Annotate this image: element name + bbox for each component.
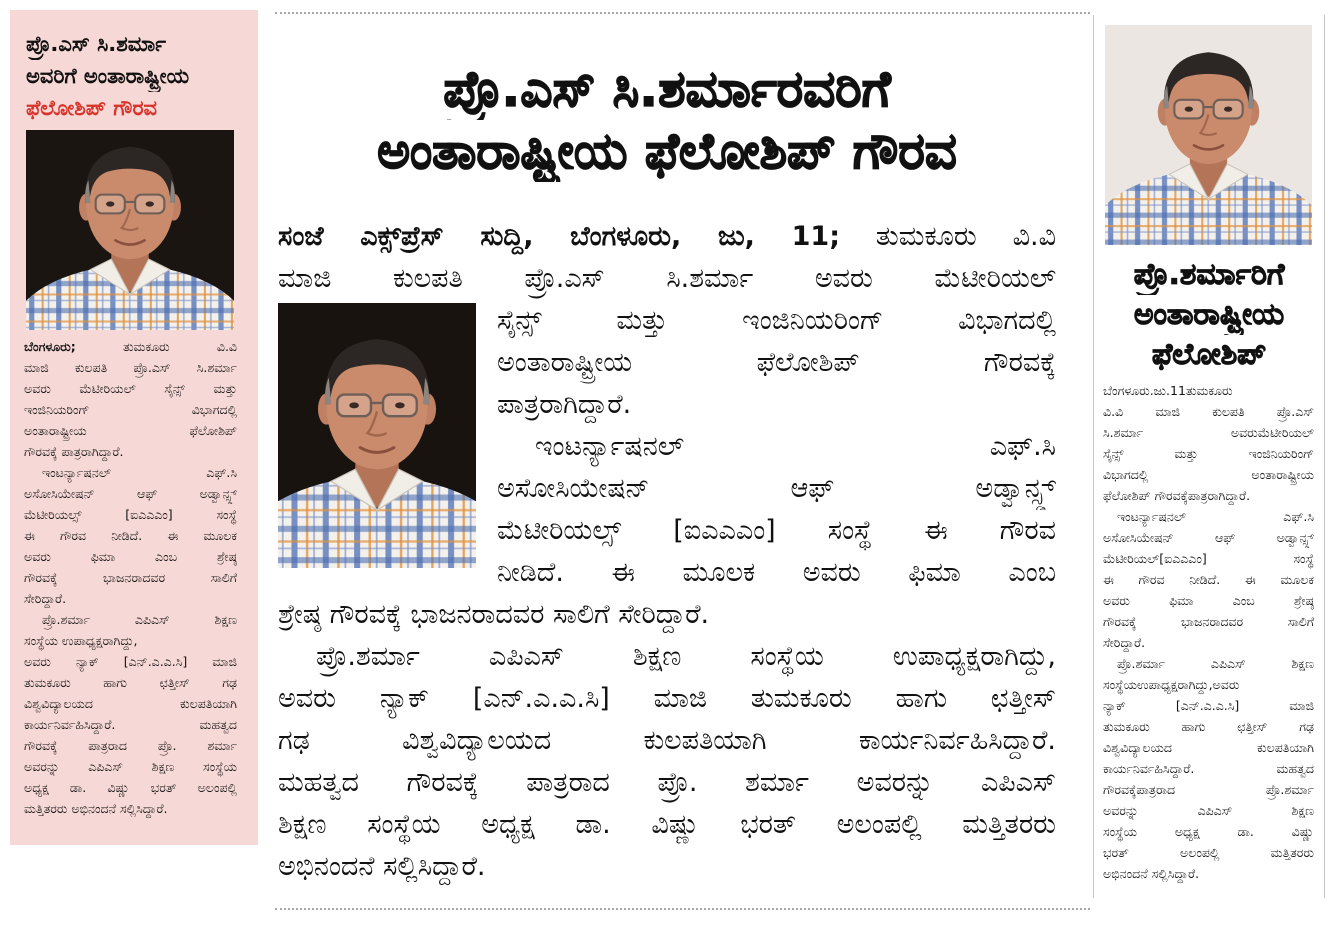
body-line-text: ತುಮಕೂರು ವಿ.ವಿ (875, 221, 1056, 252)
body-line: ಕಾರ್ಯನಿರ್ವಹಿಸಿದ್ದಾರೆ. ಮಹತ್ವದ (24, 717, 237, 732)
right-headline (1098, 255, 1320, 375)
body-line: ಅವರು ನ್ಯಾಕ್ [ಎನ್.ಎ.ಎ.ಸಿ] ಮಾಜಿ (24, 654, 237, 669)
body-line: ಅಧ್ಯಕ್ಷ ಡಾ. ವಿಷ್ಣು ಭರತ್ ಅಲಂಪಲ್ಲಿ (24, 780, 237, 795)
body-line: ಗಢ ವಿಶ್ವವಿದ್ಯಾಲಯದ ಕುಲಪತಿಯಾಗಿ ಕಾರ್ಯನಿರ್ವಹಿಸಿದ್ದಾರೆ. (278, 725, 1056, 756)
body-line: ತುಮಕೂರು ಹಾಗು ಛತ್ತೀಸ್ ಗಢ (1103, 719, 1314, 734)
body-line: ಅವರು ಮೆಟೀರಿಯಲ್ ಸೈನ್ಸ್ ಮತ್ತು (24, 381, 237, 396)
headline-highlight: ಫೆಲೋಶಿಪ್ ಗೌರವ (26, 96, 158, 120)
body-line: ಸೇರಿದ್ದಾರೆ. (24, 591, 67, 606)
body-line: ವಿ.ವಿ ಮಾಜಿ ಕುಲಪತಿ ಪ್ರೊ.ಎಸ್ (1103, 404, 1314, 419)
body-line: ಪ್ರೊ.ಶರ್ಮಾ ಎಪಿಎಸ್ ಶಿಕ್ಷಣ (1117, 656, 1314, 671)
headline-line: ಅವರಿಗೆ ಅಂತಾರಾಷ್ಟ್ರೀಯ (26, 64, 190, 88)
top-dotted-rule (275, 12, 1090, 14)
headline-line: ಪ್ರೊ.ಎಸ್ ಸಿ.ಶರ್ಮಾ (26, 32, 167, 56)
body-line: ಕಾರ್ಯನಿರ್ವಹಿಸಿದ್ದಾರೆ. ಮಹತ್ವದ (1103, 761, 1314, 776)
body-line: ಅಂತಾರಾಷ್ಟ್ರೀಯ ಫೆಲೋಶಿಪ್ ಗೌರವಕ್ಕೆ (497, 347, 1056, 378)
body-line: ಮೆಟೀರಿಯಲ್ಸ್ [ಐಎಎಎಂ] ಸಂಸ್ಥೆ (24, 507, 237, 522)
body-line: ಗೌರವಕ್ಕೆ ಭಾಜನರಾದವರ ಸಾಲಿಗೆ (1103, 614, 1314, 629)
body-line (278, 216, 1056, 258)
body-line: ಈ ಗೌರವ ನೀಡಿದೆ. ಈ ಮೂಲಕ (1103, 572, 1314, 587)
body-line: ನೀಡಿದೆ. ಈ ಮೂಲಕ ಅವರು ಫಿಮಾ ಎಂಬ (497, 557, 1056, 588)
body-line: ಬೆಂಗಳೂರು.ಜು.11ತುಮಕೂರು (1103, 383, 1233, 398)
body-line: ಇಂಜಿನಿಯರಿಂಗ್ ವಿಭಾಗದಲ್ಲಿ (24, 402, 237, 417)
body-line: ಸಂಸ್ಥೆಯಉಪಾಧ್ಯಕ್ಷರಾಗಿದ್ದು,ಅವರು (1103, 677, 1240, 692)
body-line: ತುಮಕೂರು ಹಾಗು ಛತ್ತೀಸ್ ಗಢ (24, 675, 237, 690)
body-line: ವಿಶ್ವವಿದ್ಯಾಲಯದ ಕುಲಪತಿಯಾಗಿ (24, 696, 237, 711)
left-clipping (10, 10, 258, 845)
body-line: ನ್ಯಾಕ್ [ಎನ್.ಎ.ಎ.ಸಿ] ಮಾಜಿ (1103, 698, 1314, 713)
body-line: ಮೆಟೀರಿಯಲ್ಸ್ [ಐಎಎಎಂ] ಸಂಸ್ಥೆ ಈ ಗೌರವ (497, 515, 1056, 546)
body-line: ಸೈನ್ಸ್ ಮತ್ತು ಇಂಜಿನಿಯರಿಂಗ್ ವಿಭಾಗದಲ್ಲಿ (497, 305, 1056, 336)
right-body-text (1103, 380, 1314, 884)
main-body-text (278, 216, 1056, 888)
body-line-text: ತುಮಕೂರು ವಿ.ವಿ (122, 339, 237, 354)
body-line: ಅಭಿನಂದನೆ ಸಲ್ಲಿಸಿದ್ದಾರೆ. (1103, 866, 1200, 881)
body-line: ಪ್ರೊ.ಶರ್ಮಾ ಎಪಿಎಸ್ ಶಿಕ್ಷಣ ಸಂಸ್ಥೆಯ ಉಪಾಧ್ಯಕ್ಷರಾಗಿದ್ದು, (316, 641, 1056, 672)
dateline: ಬೆಂಗಳೂರು; (24, 339, 76, 354)
body-line: ಮಾಜಿ ಕುಲಪತಿ ಪ್ರೊ.ಎಸ್ ಸಿ.ಶರ್ಮಾ ಅವರು ಮೆಟೀರಿಯಲ್ (278, 263, 1056, 294)
main-headline (278, 58, 1056, 182)
dateline: ಸಂಜೆ ಎಕ್ಸ್‌ಪ್ರೆಸ್ ಸುದ್ದಿ, ಬೆಂಗಳೂರು, ಜು, 11; (278, 221, 840, 252)
body-line: ಗೌರವಕ್ಕೆ ಭಾಜನರಾದವರ ಸಾಲಿಗೆ (24, 570, 237, 585)
body-line: ಇಂಟರ್ನ್ಯಾಷನಲ್ ಎಫ್.ಸಿ (535, 431, 1056, 462)
body-line: ಇಂಟರ್ನ್ಯಾಷನಲ್ ಎಫ್.ಸಿ (1117, 509, 1314, 524)
body-line: ಅವರನ್ನು ಎಪಿಎಸ್ ಶಿಕ್ಷಣ (1103, 803, 1314, 818)
left-body-text (24, 336, 237, 819)
portrait-photo (26, 130, 234, 330)
body-line: ಸಂಸ್ಥೆಯ ಉಪಾಧ್ಯಕ್ಷರಾಗಿದ್ದು, (24, 633, 138, 648)
body-line: ಮಾಜಿ ಕುಲಪತಿ ಪ್ರೊ.ಎಸ್ ಸಿ.ಶರ್ಮಾ (24, 360, 237, 375)
body-line: ಪ್ರೊ.ಶರ್ಮಾ ಎಪಿಎಸ್ ಶಿಕ್ಷಣ (42, 612, 237, 627)
body-line: ಅವರು ನ್ಯಾಕ್ [ಎನ್.ಎ.ಎ.ಸಿ] ಮಾಜಿ ತುಮಕೂರು ಹಾಗು ಛತ್ತೀಸ್ (278, 683, 1056, 714)
body-line: ಅವರು ಫಿಮಾ ಎಂಬ ಶ್ರೇಷ್ಠ (24, 549, 237, 564)
body-line: ವಿಭಾಗದಲ್ಲಿ ಅಂತಾರಾಷ್ಟ್ರೀಯ (1103, 467, 1314, 482)
body-line: ಸಂಸ್ಥೆಯ ಅಧ್ಯಕ್ಷ ಡಾ. ವಿಷ್ಣು (1103, 824, 1314, 839)
body-line: ವಿಶ್ವವಿದ್ಯಾಲಯದ ಕುಲಪತಿಯಾಗಿ (1103, 740, 1314, 755)
right-clipping (1093, 15, 1325, 898)
body-line: ಅಸೋಸಿಯೇಷನ್ ಆಫ್ ಅಡ್ವಾನ್ಸ್ಡ್ (1103, 530, 1314, 545)
headline-line: ಫೆಲೋಶಿಪ್ (1151, 337, 1267, 372)
body-line: ಅವರು ಫಿಮಾ ಎಂಬ ಶ್ರೇಷ್ಠ (1103, 593, 1314, 608)
headline-line: ಪ್ರೊ.ಎಸ್ ಸಿ.ಶರ್ಮಾರವರಿಗೆ (443, 60, 891, 118)
body-line: ಶಿಕ್ಷಣ ಸಂಸ್ಥೆಯ ಅಧ್ಯಕ್ಷ ಡಾ. ವಿಷ್ಣು ಭರತ್ ಅಲಂಪಲ್ಲಿ ಮತ್ತಿತರರು (278, 809, 1056, 840)
bottom-dotted-rule (275, 908, 1090, 910)
portrait-photo (1105, 25, 1312, 245)
body-line: ಸಿ.ಶರ್ಮಾ ಅವರುಮೆಟೀರಿಯಲ್ (1103, 425, 1314, 440)
headline-line: ಪ್ರೊ.ಶರ್ಮಾರಿಗೆ (1133, 257, 1285, 292)
body-line: ಗೌರವಕ್ಕೆಪಾತ್ರರಾದ ಪ್ರೊ.ಶರ್ಮಾ (1103, 782, 1314, 797)
body-line: ಮೆಟೀರಿಯಲ್[ಐಎಎಎಂ] ಸಂಸ್ಥೆ (1103, 551, 1314, 566)
body-line: ಅಸೋಸಿಯೇಷನ್ ಆಫ್ ಅಡ್ವಾನ್ಸ್ಡ್ (24, 486, 237, 501)
body-line: ಇಂಟರ್ನ್ಯಾಷನಲ್ ಎಫ್.ಸಿ (42, 465, 237, 480)
body-line: ಅಭಿನಂದನೆ ಸಲ್ಲಿಸಿದ್ದಾರೆ. (278, 851, 486, 882)
body-line: ಸೈನ್ಸ್ ಮತ್ತು ಇಂಜಿನಿಯರಿಂಗ್ (1103, 446, 1314, 461)
headline-line: ಅಂತಾರಾಷ್ಟ್ರೀಯ ಫೆಲೋಶಿಪ್ ಗೌರವ (377, 122, 957, 180)
body-line: ಸೇರಿದ್ದಾರೆ. (1103, 635, 1146, 650)
left-headline (26, 28, 248, 124)
body-line: ಅವರನ್ನು ಎಪಿಎಸ್ ಶಿಕ್ಷಣ ಸಂಸ್ಥೆಯ (24, 759, 237, 774)
body-line: ಭರತ್ ಅಲಂಪಲ್ಲಿ ಮತ್ತಿತರರು (1103, 845, 1314, 860)
body-line: ಮತ್ತಿತರರು ಅಭಿನಂದನೆ ಸಲ್ಲಿಸಿದ್ದಾರೆ. (24, 801, 168, 816)
body-line: ಗೌರವಕ್ಕೆ ಪಾತ್ರರಾಗಿದ್ದಾರೆ. (24, 444, 124, 459)
body-line: ಅಂತಾರಾಷ್ಟ್ರೀಯ ಫೆಲೋಶಿಪ್ (24, 423, 237, 438)
headline-line: ಅಂತಾರಾಷ್ಟ್ರೀಯ (1133, 297, 1285, 332)
body-line: ಮಹತ್ವದ ಗೌರವಕ್ಕೆ ಪಾತ್ರರಾದ ಪ್ರೊ. ಶರ್ಮಾ ಅವರನ್ನು ಎಪಿಎಸ್ (278, 767, 1056, 798)
body-line: ಈ ಗೌರವ ನೀಡಿದೆ. ಈ ಮೂಲಕ (24, 528, 237, 543)
body-line: ಫೆಲೋಶಿಪ್ ಗೌರವಕ್ಕೆಪಾತ್ರರಾಗಿದ್ದಾರೆ. (1103, 488, 1251, 503)
body-line: ಗೌರವಕ್ಕೆ ಪಾತ್ರರಾದ ಪ್ರೊ. ಶರ್ಮಾ (24, 738, 237, 753)
body-line: ಪಾತ್ರರಾಗಿದ್ದಾರೆ. (497, 389, 632, 420)
body-line: ಶ್ರೇಷ್ಠ ಗೌರವಕ್ಕೆ ಭಾಜನರಾದವರ ಸಾಲಿಗೆ ಸೇರಿದ್ದಾರೆ. (278, 599, 710, 630)
body-line: ಅಸೋಸಿಯೇಷನ್ ಆಫ್ ಅಡ್ವಾನ್ಸ್ಡ್ (497, 473, 1056, 504)
body-line (24, 336, 237, 357)
